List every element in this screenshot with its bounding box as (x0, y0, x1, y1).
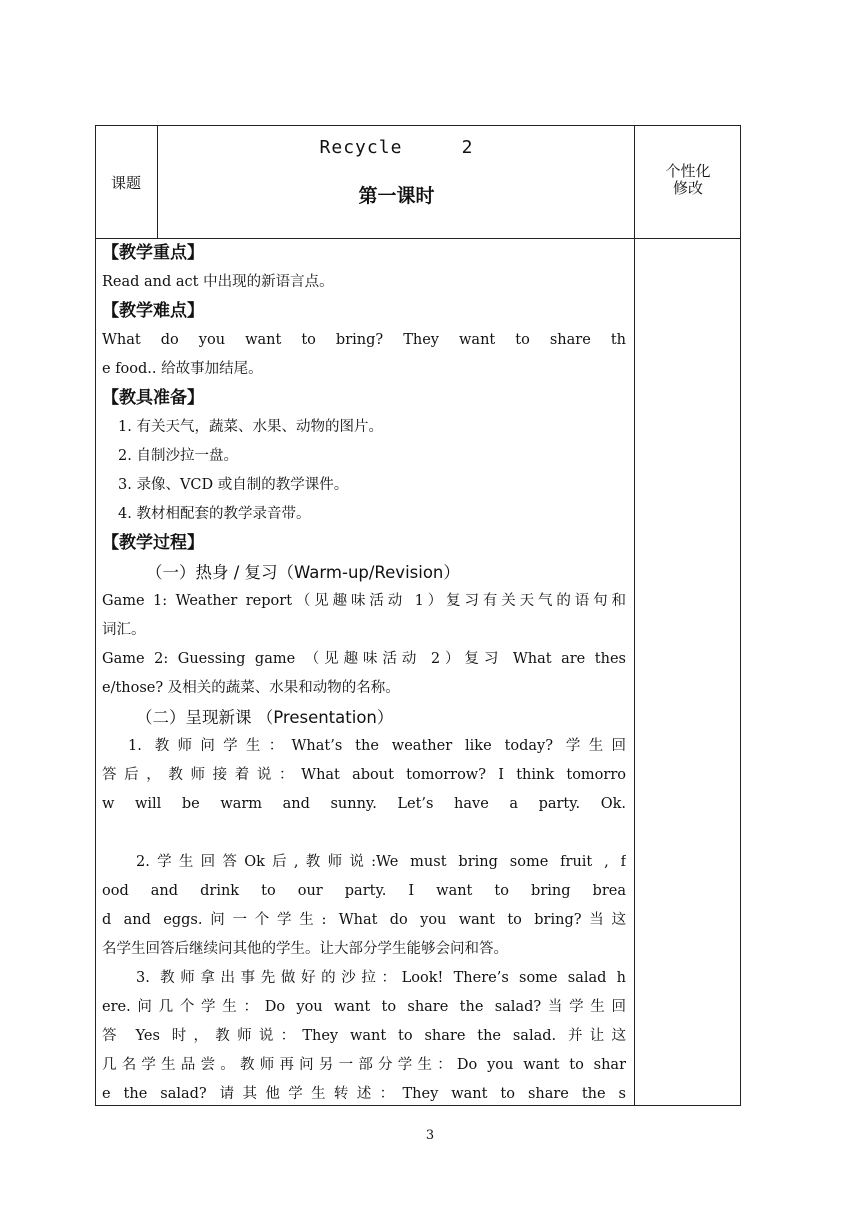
section-heading: 【教学过程】 (102, 533, 204, 553)
lesson-title-en: Recycle 2 (319, 137, 474, 158)
content-line: 3. 录像、VCD 或自制的教学课件。 (118, 477, 349, 493)
content-line: 答后，教师接着说：What about tomorrow? I think tomorro (102, 767, 626, 783)
content-line: Game 1: Weather report（见趣味活动 1）复习有关天气的语句和 (102, 593, 626, 609)
subsection-heading: （二）呈现新课 （Presentation） (136, 708, 394, 727)
topic-label: 课题 (110, 174, 141, 192)
content-line: 4. 教材相配套的教学录音带。 (118, 506, 311, 522)
content-line: w will be warm and sunny. Let’s have a party. Ok. (102, 796, 626, 812)
personalized-edit-header (635, 163, 741, 197)
content-line: 几名学生品尝。教师再问另一部分学生：Do you want to shar (102, 1057, 626, 1073)
content-line: 3. 教师拿出事先做好的沙拉：Look! There’s some salad h (136, 970, 626, 986)
content-line (102, 819, 626, 848)
divider-side-column (634, 125, 635, 1106)
side-header-line-2: 修改 (672, 179, 703, 197)
section-heading: 【教学难点】 (102, 301, 204, 321)
content-line: ere.问几个学生：Do you want to share the salad?当学生回 (102, 999, 626, 1015)
content-line: 1. 教师问学生：What’s the weather like today? 学生回 (128, 738, 626, 754)
content-line: ood and drink to our party. I want to bring brea (102, 883, 626, 899)
content-line: Read and act 中出现的新语言点。 (102, 274, 334, 290)
section-heading: 【教具准备】 (102, 388, 204, 408)
content-line: 1. 有关天气，蔬菜、水果、动物的图片。 (118, 419, 383, 435)
section-heading: 【教学重点】 (102, 243, 204, 263)
content-line: 2.学生回答Ok后,教师说:We must bring some fruit , f (136, 854, 626, 870)
content-line: 答 Yes 时，教师说：They want to share the salad. 并让这 (102, 1028, 626, 1044)
page-number: 3 (425, 1128, 435, 1143)
content-line: What do you want to bring? They want to share th (102, 332, 626, 348)
lesson-content (102, 239, 626, 1109)
content-line: 2. 自制沙拉一盘。 (118, 448, 238, 464)
content-line: d and eggs.问一个学生: What do you want to bring?当这 (102, 912, 626, 928)
content-line: e food.. 给故事加结尾。 (102, 361, 263, 377)
subsection-heading: （一）热身 / 复习（Warm-up/Revision） (146, 563, 460, 582)
lesson-plan-table (95, 125, 741, 1106)
content-line: e the salad? 请其他学生转述：They want to share the s (102, 1086, 626, 1102)
lesson-title-cn: 第一课时 (358, 185, 435, 207)
content-line: 名学生回答后继续问其他的学生。让大部分学生能够会问和答。 (102, 941, 508, 957)
content-line: e/those? 及相关的蔬菜、水果和动物的名称。 (102, 680, 400, 696)
content-line: 词汇。 (102, 622, 146, 638)
content-line: Game 2: Guessing game （见趣味活动 2）复习 What are thes (102, 651, 626, 667)
side-header-line-1: 个性化 (665, 162, 711, 180)
